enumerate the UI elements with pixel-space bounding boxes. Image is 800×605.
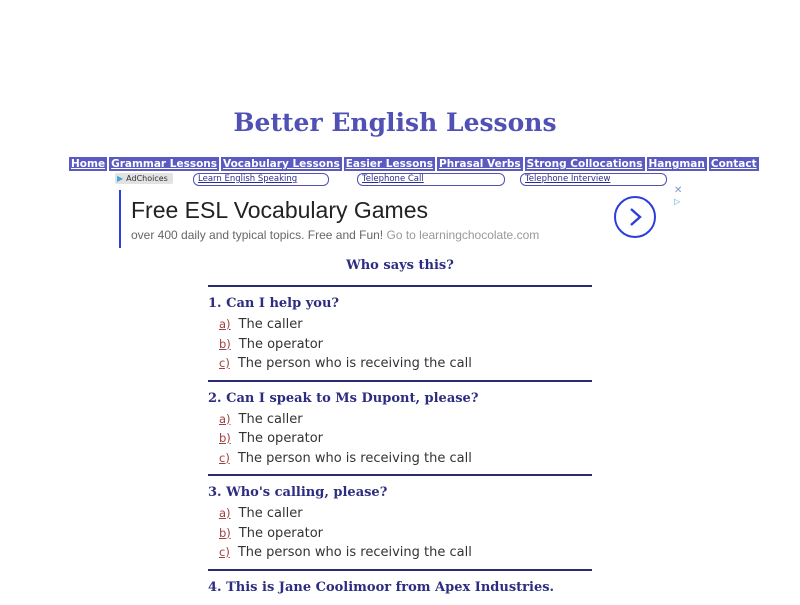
- answer-text: The caller: [238, 317, 303, 332]
- answer-text: The caller: [238, 411, 303, 427]
- nav-contact[interactable]: Contact: [710, 158, 757, 170]
- ad-link-telephone-call[interactable]: Telephone Call: [357, 173, 505, 186]
- answer-option: [208, 449, 592, 469]
- ad-go-button[interactable]: [614, 196, 656, 238]
- adchoices-icon: ▶: [117, 174, 124, 183]
- divider: [208, 285, 592, 287]
- answer-link[interactable]: a): [219, 317, 231, 331]
- ad-info-icon[interactable]: ▷: [674, 197, 681, 206]
- answer-link[interactable]: c): [219, 450, 230, 465]
- chevron-right-icon: [627, 207, 643, 227]
- main-nav: [69, 157, 759, 171]
- answer-option: [208, 524, 592, 544]
- adchoices-label: AdChoices: [126, 174, 168, 183]
- answer-option: [208, 315, 592, 335]
- divider: [208, 474, 592, 476]
- question-block: [208, 484, 592, 569]
- answer-option: [208, 335, 592, 355]
- question-block: [208, 579, 592, 605]
- nav-grammar-lessons[interactable]: Grammar Lessons: [111, 158, 218, 170]
- answer-option: [208, 543, 592, 563]
- question-text: 2. Can I speak to Ms Dupont, please?: [208, 390, 479, 406]
- ad-banner[interactable]: [119, 185, 686, 248]
- nav-strong-collocations[interactable]: Strong Collocations: [526, 158, 643, 170]
- answer-option: [208, 504, 592, 524]
- answer-link[interactable]: b): [219, 525, 231, 540]
- divider: [208, 569, 592, 571]
- answer-text: The operator: [238, 431, 324, 446]
- question-block: [208, 390, 592, 475]
- question-block: [208, 295, 592, 380]
- answer-option: [208, 354, 592, 374]
- nav-hangman[interactable]: Hangman: [648, 158, 705, 170]
- answer-link[interactable]: b): [219, 431, 231, 445]
- answer-text: The operator: [238, 525, 324, 541]
- ad-domain[interactable]: Go to learningchocolate.com: [386, 228, 540, 242]
- answer-link[interactable]: c): [219, 545, 230, 559]
- nav-home[interactable]: Home: [71, 158, 106, 170]
- ad-description: [131, 228, 539, 242]
- answer-option: [208, 410, 592, 430]
- answer-text: The person who is receiving the call: [237, 545, 472, 560]
- ad-link-telephone-interview[interactable]: Telephone Interview: [520, 173, 667, 186]
- ad-description-text: over 400 daily and typical topics. Free and Fun!: [131, 228, 384, 242]
- answer-text: The operator: [238, 336, 324, 352]
- answer-link[interactable]: b): [219, 336, 231, 351]
- close-icon[interactable]: ✕: [674, 185, 683, 196]
- answer-link[interactable]: c): [219, 356, 230, 370]
- question-text: 3. Who's calling, please?: [208, 485, 388, 500]
- answer-text: The person who is receiving the call: [237, 356, 472, 371]
- answer-text: The caller: [238, 506, 303, 521]
- adchoices-badge[interactable]: [115, 173, 173, 184]
- site-title: Better English Lessons: [233, 108, 557, 137]
- ad-link-learn-english-speaking[interactable]: Learn English Speaking: [193, 173, 329, 186]
- answer-link[interactable]: a): [219, 506, 231, 520]
- answer-link[interactable]: a): [219, 411, 231, 426]
- ad-headline[interactable]: Free ESL Vocabulary Games: [131, 197, 429, 223]
- nav-phrasal-verbs[interactable]: Phrasal Verbs: [439, 158, 521, 170]
- nav-vocabulary-lessons[interactable]: Vocabulary Lessons: [223, 158, 340, 170]
- answer-text: The person who is receiving the call: [237, 450, 472, 466]
- quiz: [208, 285, 592, 605]
- divider: [208, 380, 592, 382]
- question-text: 1. Can I help you?: [208, 296, 340, 311]
- question-text: 4. This is Jane Coolimoor from Apex Industries.: [208, 579, 555, 595]
- nav-easier-lessons[interactable]: Easier Lessons: [345, 158, 434, 170]
- quiz-heading: Who says this?: [346, 258, 454, 273]
- answer-option: [208, 429, 592, 449]
